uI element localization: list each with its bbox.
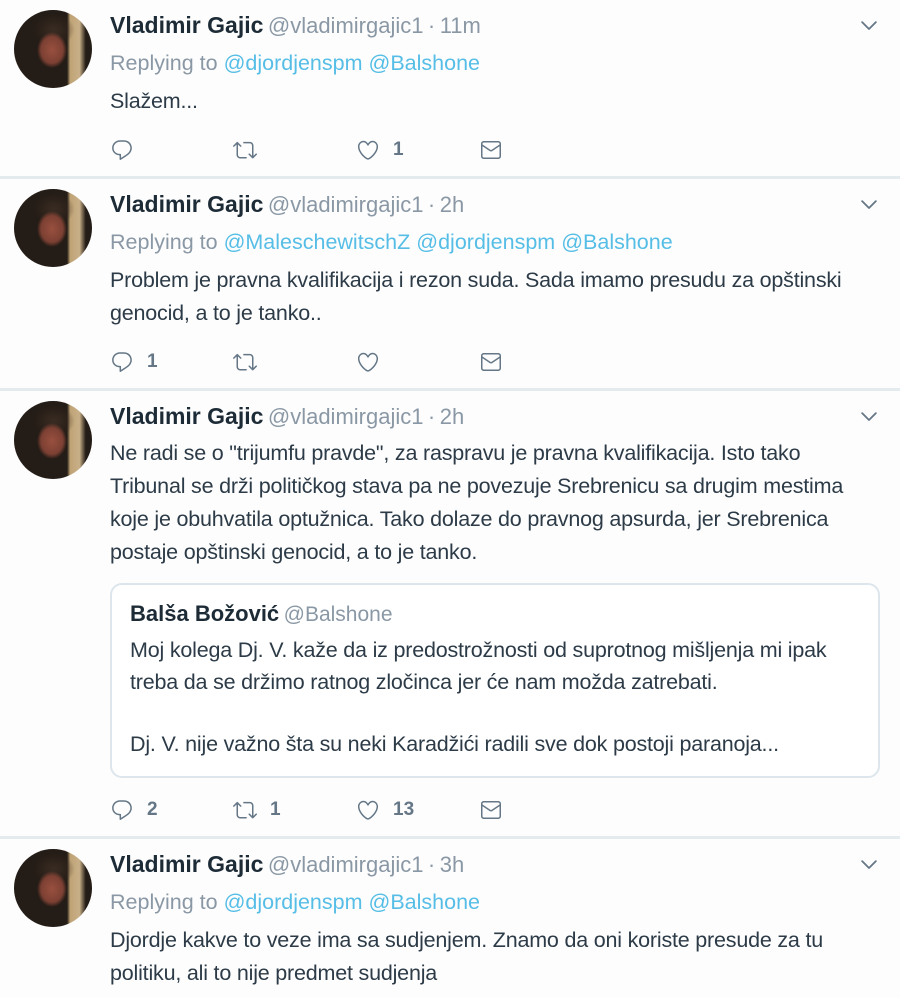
separator-dot: ·: [427, 852, 436, 877]
avatar[interactable]: [14, 10, 92, 88]
retweet-count: 1: [270, 799, 281, 820]
separator-dot: ·: [427, 192, 436, 217]
quoted-author-name: Balša Božović: [130, 601, 280, 626]
separator-dot: ·: [427, 13, 436, 38]
dm-button[interactable]: [479, 350, 503, 374]
mention-link[interactable]: @Balshone: [368, 890, 480, 914]
dm-button[interactable]: [479, 798, 503, 822]
retweet-button[interactable]: [233, 138, 356, 162]
replying-to-label: Replying to: [110, 51, 218, 75]
author-name[interactable]: Vladimir Gajic: [110, 851, 264, 877]
retweet-arrows-icon: [233, 350, 257, 374]
tweet-text: Djordje kakve to veze ima sa sudjenjem. Znamo da oni koriste presude za tu politiku, ali to nije predmet sudjenja: [110, 928, 823, 985]
mention-link[interactable]: @djordjenspm: [223, 51, 363, 75]
quoted-tweet-header: [130, 599, 860, 632]
tweet[interactable]: [0, 0, 900, 176]
replying-to-label: Replying to: [110, 230, 218, 254]
reply-bubble-icon: [110, 350, 134, 374]
tweet-text: Ne radi se o "trijumfu pravde", za raspravu je pravna kvalifikacija. Isto tako Tribunal se drži političkog stava pa ne povezuje Srebrenicu sa drugim mestima koje je obuhvatila optužnica. Tako dolaze do pravnog apsurda, jer Srebrenica postaje opštinski genocid, a to je tanko.: [110, 441, 844, 564]
reply-count: 1: [147, 351, 158, 372]
like-count: 1: [393, 139, 404, 160]
heart-icon: [356, 350, 380, 374]
timestamp[interactable]: 3h: [439, 852, 465, 877]
envelope-icon: [479, 350, 503, 374]
reply-button[interactable]: [110, 138, 233, 162]
mention-link[interactable]: @djordjenspm: [416, 230, 556, 254]
like-button[interactable]: [356, 350, 479, 374]
mention-link[interactable]: @MaleschewitschZ: [223, 230, 411, 254]
author-handle[interactable]: @vladimirgajic1: [267, 192, 424, 217]
tweet[interactable]: [0, 388, 900, 836]
timestamp[interactable]: 2h: [439, 404, 465, 429]
tweet[interactable]: [0, 836, 900, 998]
author-name[interactable]: Vladimir Gajic: [110, 403, 264, 429]
chevron-down-icon[interactable]: [858, 193, 880, 215]
tweet-header: [110, 849, 880, 883]
like-count: 13: [393, 799, 415, 820]
dm-button[interactable]: [479, 138, 503, 162]
chevron-down-icon[interactable]: [858, 853, 880, 875]
like-button[interactable]: [356, 138, 479, 162]
separator-dot: ·: [427, 404, 436, 429]
tweet-text: Slažem...: [110, 89, 198, 113]
timestamp[interactable]: 11m: [439, 13, 481, 38]
envelope-icon: [479, 138, 503, 162]
tweet-header: [110, 401, 880, 435]
mention-link[interactable]: @Balshone: [368, 51, 480, 75]
author-handle[interactable]: @vladimirgajic1: [267, 404, 424, 429]
tweet-text: Problem je pravna kvalifikacija i rezon suda. Sada imamo presudu za opštinski genocid, a to je tanko..: [110, 268, 842, 325]
author-handle[interactable]: @vladimirgajic1: [267, 13, 424, 38]
avatar[interactable]: [14, 401, 92, 479]
chevron-down-icon[interactable]: [858, 405, 880, 427]
action-bar: [110, 344, 880, 380]
reply-bubble-icon: [110, 798, 134, 822]
replying-to-line: [110, 49, 880, 77]
action-bar: [110, 792, 880, 828]
retweet-arrows-icon: [233, 798, 257, 822]
timestamp[interactable]: 2h: [439, 192, 465, 217]
author-name[interactable]: Vladimir Gajic: [110, 12, 264, 38]
heart-icon: [356, 798, 380, 822]
retweet-button[interactable]: [233, 798, 356, 822]
quoted-tweet-text: Moj kolega Dj. V. kaže da iz predostrožnosti od suprotnog mišljenja mi ipak treba da se držimo ratnog zločinca jer će nam možda zatrebati.: [130, 638, 827, 694]
replying-to-line: [110, 228, 880, 256]
avatar[interactable]: [14, 849, 92, 927]
mention-link[interactable]: @Balshone: [561, 230, 673, 254]
quoted-tweet-text: Dj. V. nije važno šta su neki Karadžići radili sve dok postoji paranoja...: [130, 732, 779, 756]
reply-button[interactable]: [110, 798, 233, 822]
author-handle[interactable]: @vladimirgajic1: [267, 852, 424, 877]
reply-bubble-icon: [110, 138, 134, 162]
quoted-author-handle: @Balshone: [283, 603, 393, 626]
author-name[interactable]: Vladimir Gajic: [110, 191, 264, 217]
like-button[interactable]: [356, 798, 479, 822]
replying-to-line: [110, 888, 880, 916]
retweet-arrows-icon: [233, 138, 257, 162]
reply-button[interactable]: [110, 350, 233, 374]
tweet-header: [110, 10, 880, 44]
avatar[interactable]: [14, 189, 92, 267]
mention-link[interactable]: @djordjenspm: [223, 890, 363, 914]
quoted-tweet[interactable]: [110, 583, 880, 778]
chevron-down-icon[interactable]: [858, 14, 880, 36]
heart-icon: [356, 138, 380, 162]
tweet[interactable]: [0, 176, 900, 388]
replying-to-label: Replying to: [110, 890, 218, 914]
retweet-button[interactable]: [233, 350, 356, 374]
tweet-header: [110, 189, 880, 223]
envelope-icon: [479, 798, 503, 822]
action-bar: [110, 132, 880, 168]
reply-count: 2: [147, 799, 158, 820]
